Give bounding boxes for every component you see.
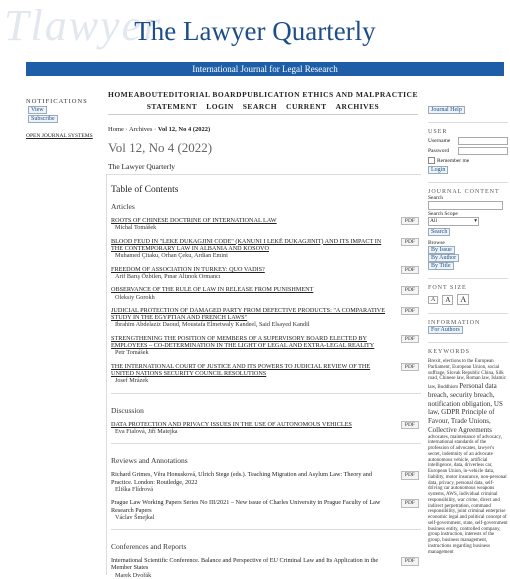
breadcrumb-archives[interactable]: Archives [128,126,153,133]
pdf-button[interactable]: PDF [401,421,419,429]
issue-title: Vol 12, No 4 (2022) [108,140,213,155]
font-size-controls [428,294,508,305]
toc-heading: Table of Contents [111,185,179,195]
article-authors: Petr Tomášek [115,349,149,357]
toc-item [111,557,421,579]
article-authors: Oleksiy Gorokh [115,293,155,301]
article-title[interactable]: STRENGTHENING THE POSITION OF MEMBERS OF A SUPERVISORY BOARD ELECTED BY EMPLOYEES – CO-DETERMINATION IN THE LIGHT OF LEGAL AND EXTRA-LEGAL REALITY [111,334,375,350]
browse-by-author[interactable]: By Author [428,254,459,262]
article-title[interactable]: BLOOD FEUD IN "LEKE DUKAGJINI CODE" (KANUNI I LEKË DUKAGJINIT) AND ITS IMPACT IN THE CONTEMPORARY LAW IN ALBANIA AND KOSOVO [111,237,382,252]
for-authors-link[interactable]: For Authors [428,326,463,334]
username-label: Username [428,138,451,144]
font-small-icon[interactable]: A [428,296,438,304]
nav-item[interactable]: EDITORIAL BOARD [163,90,243,99]
nav-row-2 [108,102,418,111]
article-authors: Muhamed Çitaku, Orhan Çeku, Ardian Emini [115,252,228,260]
pdf-button[interactable]: PDF [401,217,419,225]
password-input[interactable] [458,147,508,155]
nav-item[interactable]: SEARCH [242,102,278,111]
article-title[interactable]: JUDICIAL PROTECTION OF DAMAGED PARTY FROM DEFECTIVE PRODUCTS: "A COMPARATIVE STUDY IN THE EGYPTIAN AND FRENCH LAWS" [111,306,386,322]
watermark-logo: Tlawyer [4,1,163,50]
breadcrumb: Home · Archives · Vol 12, No 4 (2022) [108,126,211,133]
article-authors: Václav Šmejkal [115,513,155,521]
nav-item[interactable]: CURRENT [286,102,327,111]
pdf-button[interactable]: PDF [401,307,419,315]
article-title[interactable]: FREEDOM OF ASSOCIATION IN TURKEY: QUO VADIS? [111,265,265,273]
open-journal-systems-link[interactable]: OPEN JOURNAL SYSTEMS [26,133,93,139]
pdf-button[interactable]: PDF [401,499,419,507]
password-row [428,147,508,155]
journal-content-heading: JOURNAL CONTENT [428,182,508,195]
toc-item [111,238,421,260]
pdf-button[interactable]: PDF [401,335,419,343]
breadcrumb-current: Vol 12, No 4 (2022) [157,126,211,133]
article-authors: Josef Mrázek [115,377,149,385]
right-sidebar [428,106,508,555]
article-title[interactable]: International Scientific Conference. Balance and Perspective of EU Criminal Law and Its Application in the Member States [111,557,379,572]
toc-item [111,363,421,385]
browse-by-issue[interactable]: By Issue [428,246,455,254]
nav-row-1 [108,90,418,99]
journal-help-button[interactable]: Journal Help [428,106,465,114]
font-medium-icon[interactable]: A [442,295,453,305]
notifications-subscribe-link[interactable]: Subscribe [28,115,58,123]
toc-item [111,266,421,281]
issue-journal: The Lawyer Quarterly [108,162,176,171]
nav-item[interactable]: PUBLICATION ETHICS AND MALPRACTICE [242,90,418,99]
toc-section [111,393,421,436]
nav-item[interactable]: ARCHIVES [335,102,380,111]
article-authors: Marek Dvořák [115,571,152,579]
pdf-button[interactable]: PDF [401,266,419,274]
article-authors: Michal Tomášek [115,224,157,232]
section-heading: Reviews and Annotations [111,456,188,466]
keywords-small-1[interactable]: Brexit, elections to the European Parliament, European Union, social suffrage, Slovak Republic China, Silk road, Chinese law, Roman law, Islamic law, Buddhism [428,359,506,390]
browse-label: Browse [428,240,445,246]
article-title[interactable]: THE INTERNATIONAL COURT OF JUSTICE AND ITS POWERS TO JUDICIAL REVIEW OF THE UNITED NATIONS SECURITY COUNCIL RESOLUTIONS [111,362,371,377]
search-label: Search [428,195,443,201]
section-heading: Articles [111,202,135,211]
browse-by-title[interactable]: By Title [428,262,454,270]
main-nav [108,90,418,114]
username-input[interactable] [458,137,508,145]
article-title[interactable]: Prague Law Working Papers Series No III/2021 – New issue of Charles University in Prague Faculty of Law Research Papers [111,499,381,514]
table-of-contents [106,174,421,579]
toc-section [111,443,421,521]
nav-item[interactable]: ABOUT [133,90,164,99]
toc-item [111,286,421,301]
article-authors: Eliška Flídrová [115,485,153,493]
pdf-button[interactable]: PDF [401,471,419,479]
search-scope-select[interactable] [428,217,479,226]
chevron-down-icon: ▾ [474,218,477,224]
toc-item [111,499,421,521]
font-large-icon[interactable]: A [457,294,469,305]
section-heading: Discussion [111,405,144,415]
notifications-heading: NOTIFICATIONS [26,98,88,105]
remember-row [428,157,508,164]
site-title[interactable]: The Lawyer Quarterly [134,16,376,46]
search-button[interactable]: Search [428,228,450,236]
keywords-big[interactable]: Personal data breach, security breach, notification obligation, US law, GDPR Principle of Favour, Trade Unions, Collective Agreements [428,382,503,434]
remember-label: Remember me [437,157,470,164]
user-heading: USER [428,122,508,135]
banner [0,0,510,60]
pdf-button[interactable]: PDF [401,238,419,246]
nav-item[interactable]: STATEMENT [146,102,198,111]
article-authors: Ibrahim Abdelaziz Daoud, Moustafa Elmetwaly Kandeel, Said Elsayed Kandil [115,321,310,329]
search-input[interactable] [428,201,503,210]
pdf-button[interactable]: PDF [401,286,419,294]
toc-sections [111,202,421,579]
toc-item [111,335,421,357]
article-authors: Eva Fialová, Jiří Matejka [115,427,178,435]
nav-item[interactable]: HOME [108,90,134,99]
subtitle-bar: International Journal for Legal Research [26,62,504,76]
toc-section [111,529,421,579]
article-title[interactable]: DATA PROTECTION AND PRIVACY ISSUES IN THE USE OF AUTONOMOUS VEHICLES [111,420,352,428]
keywords-heading: KEYWORDS [428,342,508,355]
toc-section [111,202,421,385]
pdf-button[interactable]: PDF [401,557,419,565]
nav-divider [108,114,418,115]
login-button[interactable]: Login [428,166,448,174]
username-row [428,137,508,145]
breadcrumb-home[interactable]: Home [108,126,124,133]
information-heading: INFORMATION [428,313,508,326]
article-authors: Arif Barış Özbilen, Pınar Altınok Ormancı [115,272,221,280]
section-heading: Conferences and Reports [111,542,187,552]
left-sidebar [26,98,106,139]
toc-item [111,421,421,436]
password-label: Password [428,148,450,154]
font-size-heading: FONT SIZE [428,278,508,291]
toc-item [111,471,421,493]
article-title[interactable]: Richard Grimes, Věra Honusková, Ulrich Stege (eds.). Teaching Migration and Asylum Law: Theory and Practice. London: Routledge, 2022 [111,471,372,486]
search-scope-value: All [430,218,438,224]
remember-checkbox[interactable] [428,157,435,164]
toc-item [111,217,421,232]
keyword-cloud [428,359,508,555]
article-title[interactable]: OBSERVANCE OF THE RULE OF LAW IN RELEASE FROM PUNISHMENT [111,286,314,294]
pdf-button[interactable]: PDF [401,363,419,371]
notifications-view-link[interactable]: View [28,106,47,114]
keywords-small-2[interactable]: advocates, maintenance of advocacy, international standards of the profession of advocates, lawyer's secret, indemnity of an advocate autonomous vehicle, artificial intelligence, data, driverless car, European Union, in-vehicle data, liability, motor insurance, non-personal data, privacy, personal data, self-driving car autonomous weapons systems, AWS, individual criminal responsibility, war crime, direct and indirect perpetration, command responsibility, joint criminal enterprise economic legal and political concept of self-government, state, self-government business entity, controlled company, group instruction, interests of the group, business management, instructions regarding business management [428,434,508,555]
toc-item [111,307,421,329]
search-scope-label: Search Scope [428,211,458,217]
article-title[interactable]: ROOTS OF CHINESE DOCTRINE OF INTERNATIONAL LAW [111,217,277,224]
nav-item[interactable]: LOGIN [206,102,234,111]
